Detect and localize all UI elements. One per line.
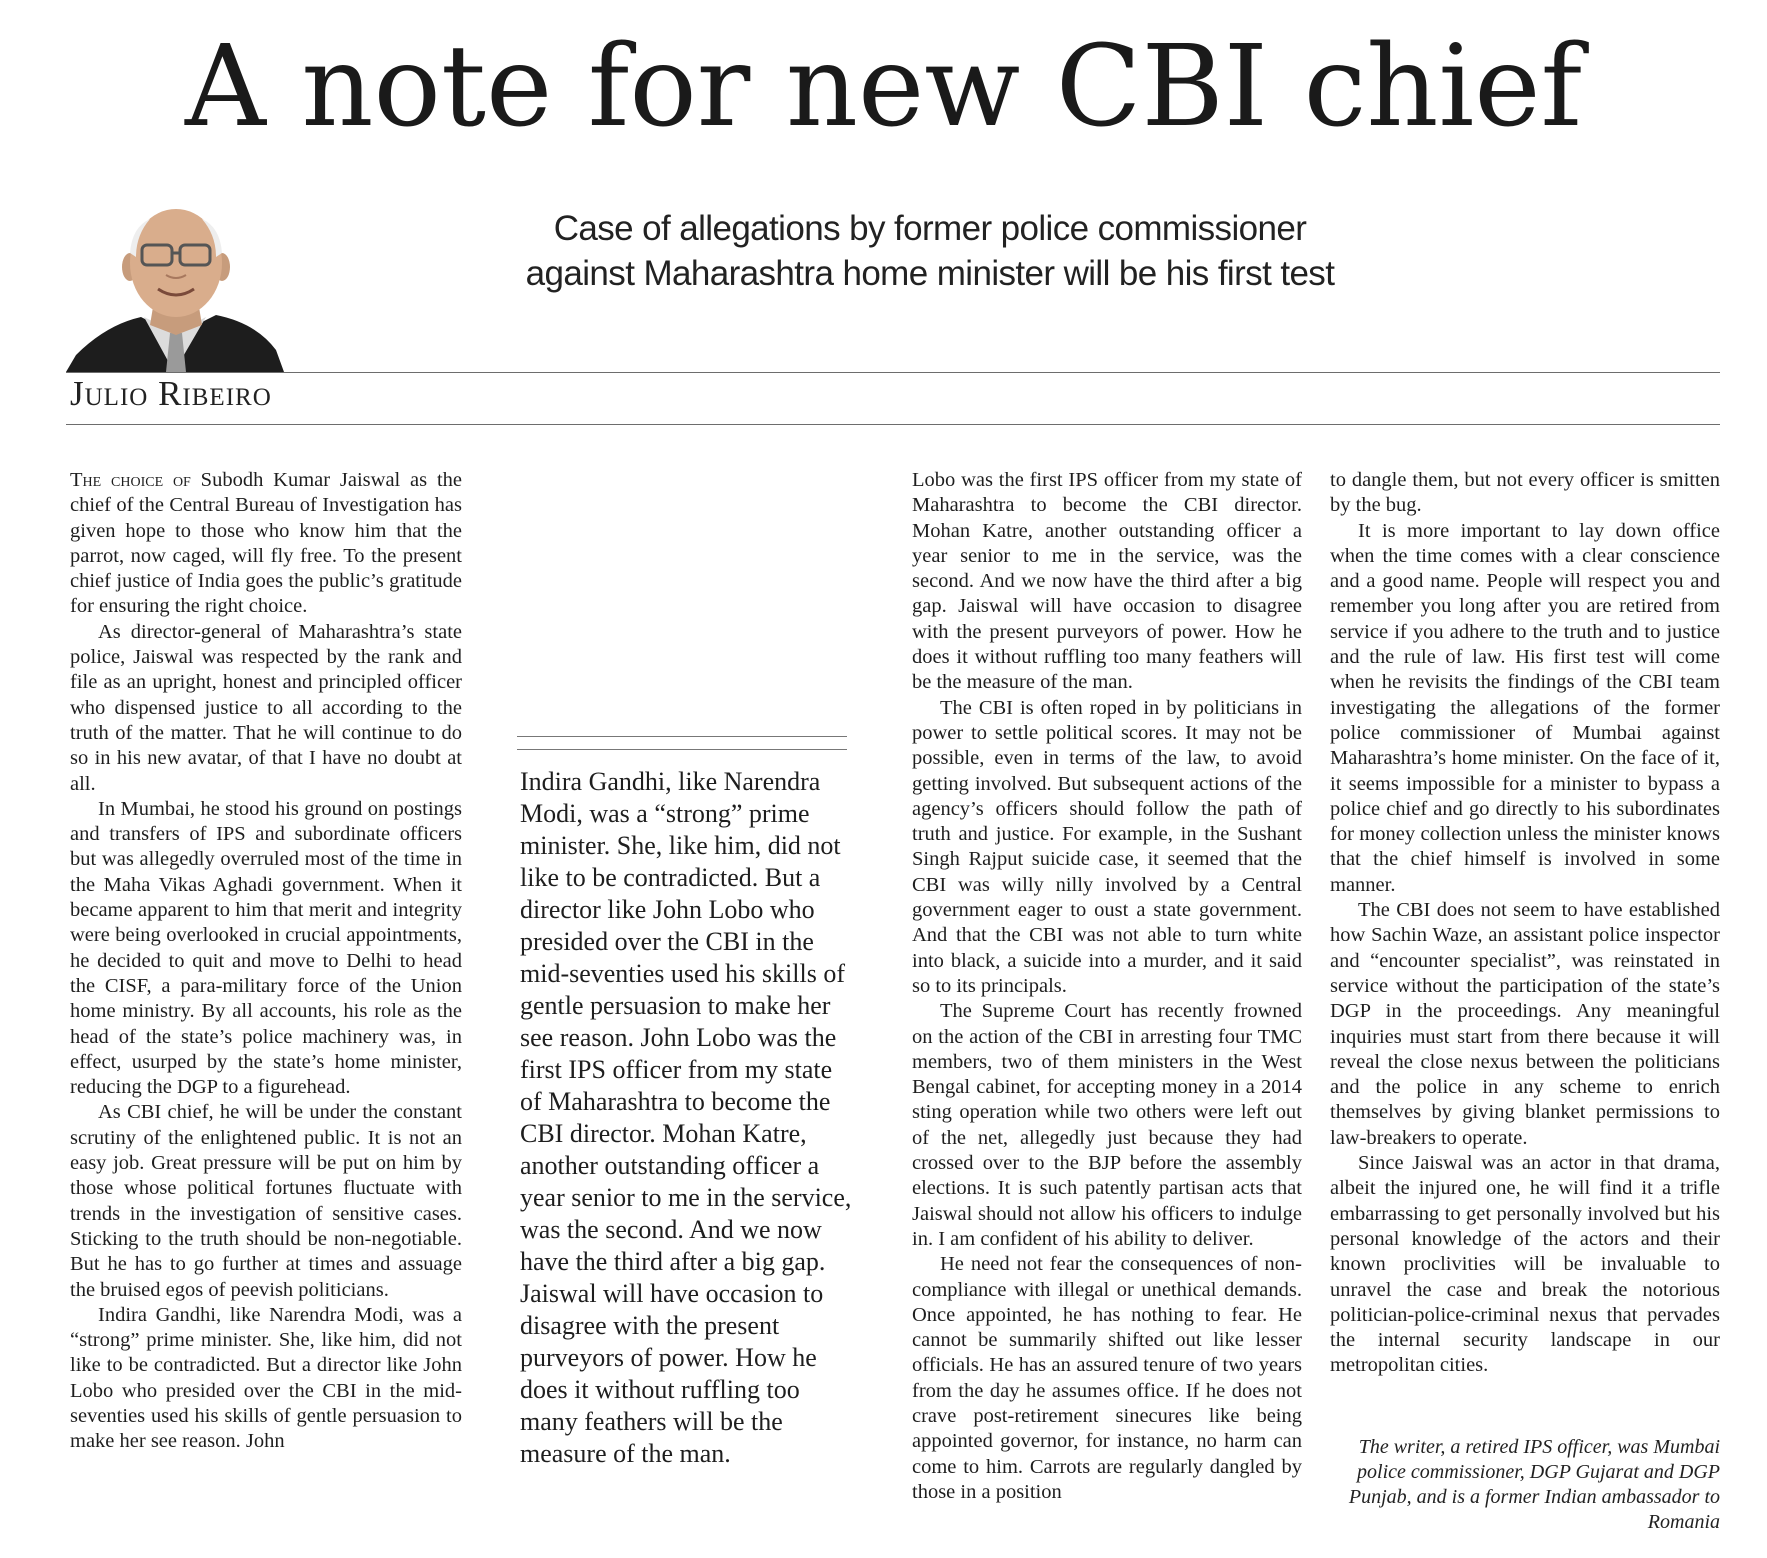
article-paragraph: to dangle them, but not every officer is smitten by the bug. [1330, 469, 1720, 517]
subheadline [420, 206, 1440, 296]
byline: Julio Ribeiro [70, 374, 272, 413]
article-paragraph: It is more important to lay down office when the time comes with a clear conscience and a good name. People will respect you and remember you long after you are retired from service if you adhere to the truth and to justice and the rule of law. His first test will come when he revisits the findings of the CBI team investigating the allegations of the former police commissioner of Mumbai against Maharashtra’s home minister. On the face of it, it seems impossible for a minister to bypass a police chief and go directly to his subordinates for money collection unless the minister knows that the chief himself is involved in some manner. [1330, 519, 1720, 896]
author-portrait-icon [66, 205, 286, 372]
pullquote-rules [517, 736, 847, 750]
author-tagline-text: The writer, a retired IPS officer, was Mumbai police commissioner, DGP Gujarat and DGP Punjab, and is a former Indian ambassador to Romania [1348, 1436, 1720, 1533]
headline: A note for new CBI chief [184, 22, 1583, 152]
author-tagline [1330, 1435, 1720, 1535]
article-paragraph: The CBI does not seem to have established how Sachin Waze, an assistant police inspector and “encounter specialist”, was reinstated in service without the participation of the state’s DGP in the proceedings. Any meaningful inquiries must start from there because it will reveal the close nexus between the politicians and the police in any scheme to enrich themselves by giving blanket permissions to law-breakers to operate. [1330, 899, 1720, 1149]
article-paragraph: Indira Gandhi, like Narendra Modi, was a “strong” prime minister. She, like him, did not like to be contradicted. But a director like John Lobo who presided over the CBI in the mid-seventies used his skills of gentle persuasion to make her see reason. John [70, 1303, 462, 1453]
subheadline-line-2: against Maharashtra home minister will be his first test [525, 254, 1335, 293]
byline-bottom-rule [66, 424, 1720, 425]
article-column-1 [70, 468, 462, 1455]
article-column-4 [1330, 468, 1720, 1379]
article-paragraph: The choice of Subodh Kumar Jaiswal as the chief of the Central Bureau of Investigation has given hope to those who know him that the parrot, now caged, will fly free. To the present chief justice of India goes the public’s gratitude for ensuring the right choice. [70, 469, 462, 618]
article-paragraph: Lobo was the first IPS officer from my state of Maharashtra to become the CBI director. Mohan Katre, another outstanding officer a year senior to me in the service, was the second. And we now have the third after a big gap. Jaiswal will have occasion to disagree with the present purveyors of power. How he does it without ruffling too many feathers will be the measure of the man. [912, 469, 1302, 694]
pullquote-text: Indira Gandhi, like Narendra Modi, was a “strong” prime minister. She, like him, did not like to be contradicted. But a director like John Lobo who presided over the CBI in the mid-seventies used his skills of gentle persuasion to make her see reason. John Lobo was the first IPS officer from my state of Maharashtra to become the CBI director. Mohan Katre, another outstanding officer a year senior to me in the service, was the second. And we now have the third after a big gap. Jaiswal will have occasion to disagree with the present purveyors of power. How he does it without ruffling too many feathers will be the measure of the man. [520, 767, 852, 1468]
article-paragraph: In Mumbai, he stood his ground on postings and transfers of IPS and subordinate officers but was allegedly overruled most of the time in the Maha Vikas Aghadi government. When it became apparent to him that merit and integrity were being overlooked in crucial appointments, he decided to quit and move to Delhi to head the CISF, a para-military force of the Union home ministry. By all accounts, his role as the head of the state’s police machinery was, in effect, usurped by the state’s home minister, reducing the DGP to a figurehead. [70, 797, 462, 1099]
article-paragraph: Since Jaiswal was an actor in that drama, albeit the injured one, he will find it a trifle embarrassing to get personally involved but his personal knowledge of the actors and their known proclivities will be invaluable to unravel the case and break the notorious politician-police-criminal nexus that pervades the internal security landscape in our metropolitan cities. [1330, 1152, 1720, 1377]
article-paragraph: As director-general of Maharashtra’s state police, Jaiswal was respected by the rank and file as an upright, honest and principled officer who dispensed justice to all according to the truth of the matter. That he will continue to do so in his new avatar, of that I have no doubt at all. [70, 620, 462, 795]
subheadline-line-1: Case of allegations by former police commissioner [553, 209, 1307, 248]
article-paragraph: As CBI chief, he will be under the constant scrutiny of the enlightened public. It is not an easy job. Great pressure will be put on him by those whose political fortunes fluctuate with trends in the investigation of sensitive cases. Sticking to the truth should be non-negotiable. But he has to go further at times and assuage the bruised egos of peevish politicians. [70, 1101, 462, 1301]
article-column-3 [912, 468, 1302, 1505]
byline-top-rule [66, 372, 1720, 373]
article-paragraph: The Supreme Court has recently frowned on the action of the CBI in arresting four TMC members, two of them ministers in the West Bengal cabinet, for accepting money in a 2014 sting operation while two others were left out of the net, allegedly just because they had crossed over to the BJP before the assembly elections. It is such patently partisan acts that Jaiswal should not allow his officers to indulge in. I am confident of his ability to deliver. [912, 1000, 1302, 1250]
pullquote [520, 766, 855, 1470]
article-paragraph: He need not fear the consequences of non-compliance with illegal or unethical demands. Once appointed, he has nothing to fear. He cannot be summarily shifted out like lesser officials. He has an assured tenure of two years from the day he assumes office. If he does not crave post-retirement sinecures like being appointed governor, for instance, no harm can come to him. Carrots are regularly dangled by those in a position [912, 1253, 1302, 1503]
lead-in: The choice of [70, 469, 191, 491]
article-paragraph: The CBI is often roped in by politicians in power to settle political scores. It may not be possible, even in terms of the law, to avoid getting involved. But subsequent actions of the agency’s officers should follow the path of truth and justice. For example, in the Sushant Singh Rajput suicide case, it seemed that the CBI was willy nilly involved by a Central government eager to oust a state government. And that the CBI was not able to turn white into black, a suicide into a murder, and it said so to its principals. [912, 696, 1302, 997]
